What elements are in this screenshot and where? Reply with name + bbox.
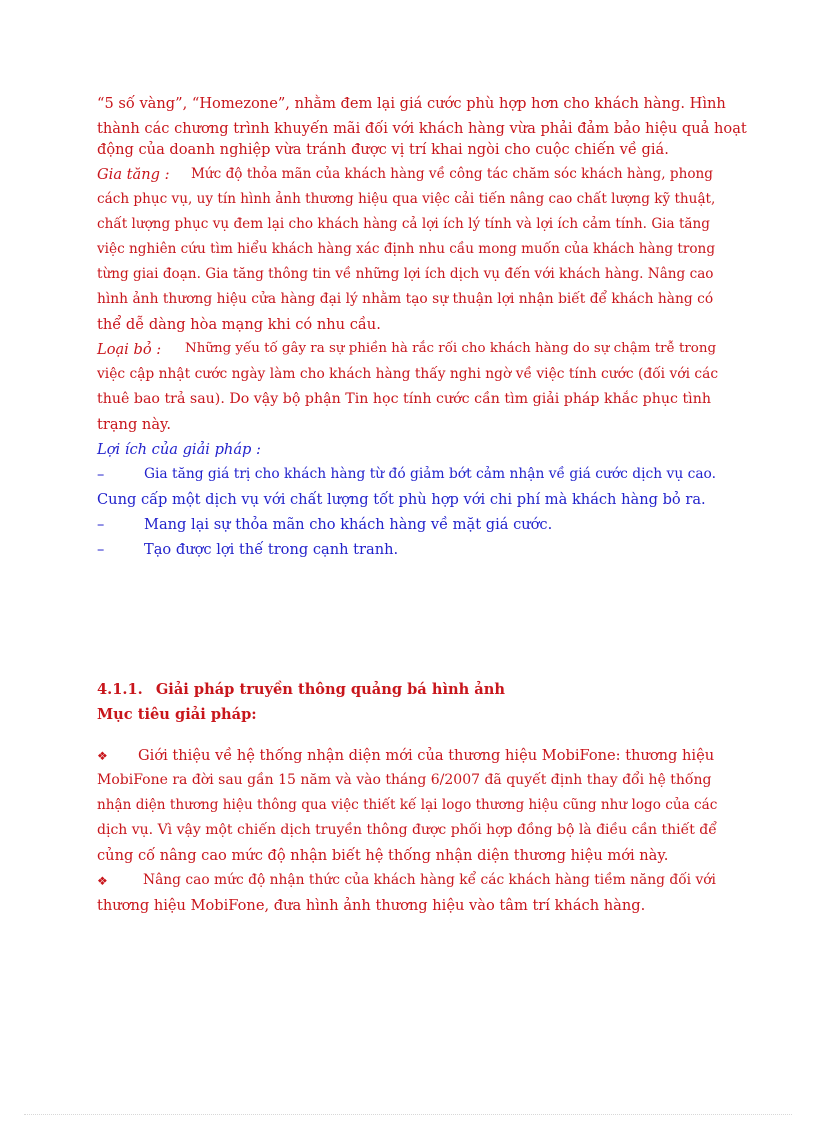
objective-line: dịch vụ. Vì vậy một chiến dịch truyền thông được phối hợp đồng bộ là điều cần thiết để: [97, 822, 717, 838]
text: động của doanh nghiệp vừa tránh được vị trí khai ngòi cho cuộc chiến về giá.: [97, 141, 669, 158]
gia-tang-line: việc nghiên cứu tìm hiểu khách hàng xác định nhu cầu mong muốn của khách hàng trong: [97, 241, 716, 257]
section-number: 4.1.1.: [97, 681, 143, 698]
loi-ich-item-3: [97, 541, 399, 558]
loai-bo-label: Loại bỏ :: [97, 341, 162, 358]
dash-bullet: –: [97, 541, 105, 558]
loai-bo-line: trạng này.: [97, 416, 171, 433]
objective-line: nhận diện thương hiệu thông qua việc thiết kế lại logo thương hiệu cũng như logo của các: [97, 797, 718, 813]
para1-line-2: [97, 116, 747, 141]
objective-line: MobiFone ra đời sau gần 15 năm và vào tháng 6/2007 đã quyết định thay đổi hệ thống: [97, 772, 712, 788]
gia-tang-line: cách phục vụ, uy tín hình ảnh thương hiệu qua việc cải tiến nâng cao chất lượng kỹ thuật,: [97, 191, 716, 207]
dash-bullet: –: [97, 466, 105, 483]
text: “5 số vàng”, “Homezone”, nhằm đem lại giá cước phù hợp hơn cho khách hàng. Hình: [97, 95, 726, 112]
loai-bo-first-line: [97, 341, 717, 358]
objective-item-2: [97, 872, 716, 889]
gia-tang-line: thể dễ dàng hòa mạng khi có nhu cầu.: [97, 316, 381, 333]
loi-ich-item-2: [97, 516, 553, 533]
section-heading: [97, 681, 505, 698]
diamond-bullet-icon: ❖: [97, 749, 108, 763]
loai-bo-line: việc cập nhật cước ngày làm cho khách hàng thấy nghi ngờ về việc tính cước (đối với các: [97, 366, 719, 382]
page-bottom-divider: [24, 1114, 792, 1115]
gia-tang-label: Gia tăng :: [97, 166, 170, 183]
loai-bo-text: Những yếu tố gây ra sự phiền hà rắc rối cho khách hàng do sự chậm trễ trong: [185, 341, 717, 356]
objective-item-1-text: Giới thiệu về hệ thống nhận diện mới của thương hiệu MobiFone: thương hiệu: [138, 747, 715, 764]
loai-bo-line: thuê bao trả sau). Do vậy bộ phận Tin học tính cước cần tìm giải pháp khắc phục tình: [97, 391, 711, 407]
section-title: Giải pháp truyền thông quảng bá hình ảnh: [155, 681, 505, 698]
gia-tang-line: từng giai đoạn. Gia tăng thông tin về những lợi ích dịch vụ đến với khách hàng. Nâng cao: [97, 266, 714, 282]
gia-tang-line: chất lượng phục vụ đem lại cho khách hàng cả lợi ích lý tính và lợi ích cảm tính. Gia tăng: [97, 216, 710, 232]
objective-item-2-text: Nâng cao mức độ nhận thức của khách hàng kể các khách hàng tiềm năng đối với: [143, 872, 716, 888]
para1-line-1: [97, 91, 726, 116]
text: thành các chương trình khuyến mãi đối với khách hàng vừa phải đảm bảo hiệu quả hoạt: [97, 120, 747, 137]
gia-tang-text: Mức độ thỏa mãn của khách hàng về công tác chăm sóc khách hàng, phong: [191, 166, 713, 182]
objective-line: củng cố nâng cao mức độ nhận biết hệ thống nhận diện thương hiệu mới này.: [97, 847, 669, 864]
dash-bullet: –: [97, 516, 105, 533]
gia-tang-line: hình ảnh thương hiệu cửa hàng đại lý nhằm tạo sự thuận lợi nhận biết để khách hàng có: [97, 291, 714, 307]
loi-ich-item-3-text: Tạo được lợi thế trong cạnh tranh.: [144, 541, 399, 558]
gia-tang-first-line: [97, 166, 719, 183]
loi-ich-item-1-text: Gia tăng giá trị cho khách hàng từ đó giảm bớt cảm nhận về giá cước dịch vụ cao.: [144, 466, 717, 482]
loi-ich-item-1-cont: Cung cấp một dịch vụ với chất lượng tốt phù hợp với chi phí mà khách hàng bỏ ra.: [97, 491, 706, 508]
section-subheading: Mục tiêu giải pháp:: [97, 706, 257, 723]
loi-ich-item-2-text: Mang lại sự thỏa mãn cho khách hàng về mặt giá cước.: [144, 516, 553, 533]
loi-ich-heading: Lợi ích của giải pháp :: [97, 441, 261, 458]
objective-item-1: [97, 747, 715, 764]
diamond-bullet-icon: ❖: [97, 874, 108, 888]
objective-item-2-cont: thương hiệu MobiFone, đưa hình ảnh thương hiệu vào tâm trí khách hàng.: [97, 897, 646, 914]
para1-line-3: [97, 141, 669, 158]
loi-ich-item-1: [97, 466, 717, 483]
